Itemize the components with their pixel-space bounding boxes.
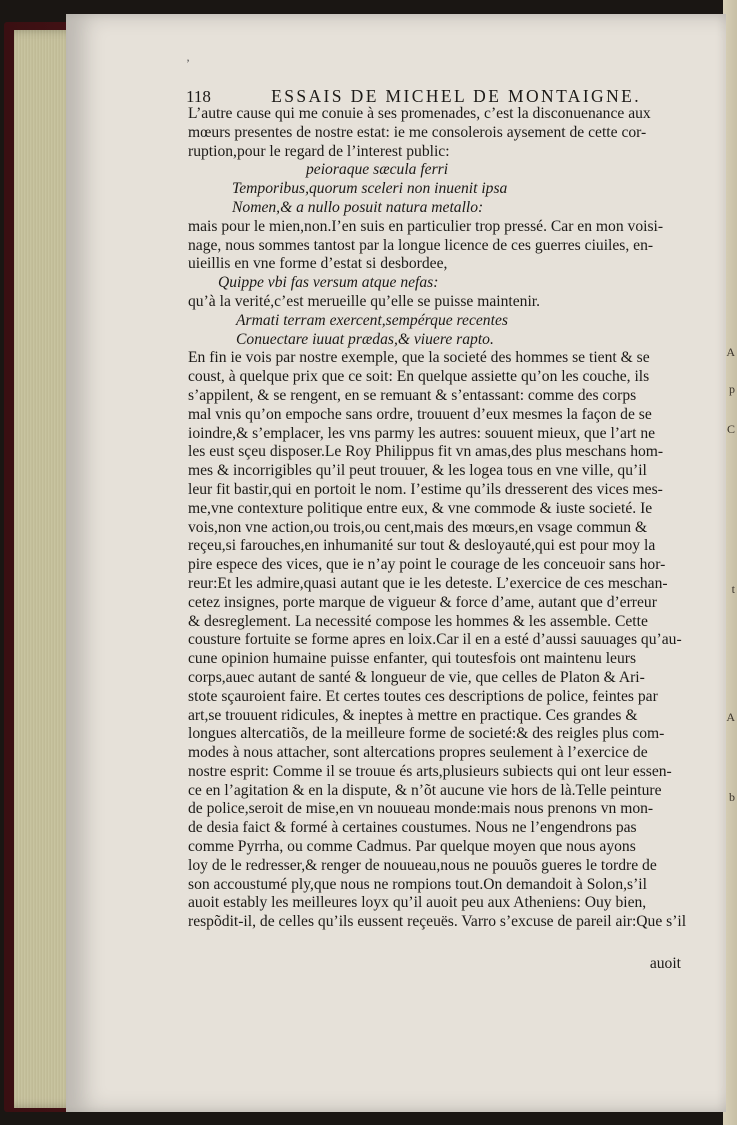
text-line: cune opinion humaine puisse enfanter, qui toutesfois ont maintenu leurs — [188, 650, 637, 668]
text-line: stote sçauroient faire. Et certes toutes ces descriptions de police, feintes par — [188, 687, 658, 705]
text-line: les eust sçeu disposer.Le Roy Philippus fit vn amas,des plus meschans hom- — [188, 443, 664, 461]
text-line: qu’à la verité,c’est merueille qu’elle se puisse maintenir. — [188, 292, 541, 310]
facing-page-glyph: p — [729, 382, 735, 396]
text-line: cousture fortuite se forme apres en loix.Car il en a esté d’aussi sauuages qu’au- — [188, 631, 682, 649]
verse-line: Conuectare iuuat prædas,& viuere rapto. — [236, 330, 494, 348]
text-line: corps,auec autant de santé & longueur de vie, que celles de Platon & Ari- — [188, 668, 645, 686]
verse-line: peioraque sæcula ferri — [306, 161, 449, 179]
page-number: 118 — [186, 87, 211, 106]
verse-line: Armati terram exercent,sempérque recentes — [236, 311, 508, 329]
text-line: de police,seroit de mise,en vn nouueau monde:mais nous prenons vn mon- — [188, 800, 654, 818]
text-line: ioindre,& s’emplacer, les vns parmy les autres: souuent mieux, que l’art ne — [188, 424, 656, 442]
text-line: longues altercatiõs, de la meilleure forme de societé:& des reigles plus com- — [188, 725, 665, 743]
text-line: s’appilent, & se rengent, en se remuant & s’entassant: comme des corps — [188, 386, 637, 404]
text-line: auoit estably les meilleures loyx qu’il auoit peu aux Atheniens: Ouy bien, — [188, 894, 647, 912]
text-line: de desia faict & formé à certaines coustumes. Nous ne l’engendrons pas — [188, 819, 637, 837]
text-line: nostre esprit: Comme il se trouue és arts,plusieurs subiects qui ont leur essen- — [188, 762, 672, 780]
text-line: nage, nous sommes tantost par la longue licence de ces guerres ciuiles, en- — [188, 236, 654, 254]
text-line: coust, à quelque prix que ce soit: En quelque assiette qu’on les couche, ils — [188, 368, 650, 386]
text-line: uieillis en vne forme d’estat si desbordee, — [188, 255, 448, 273]
text-line: & desreglement. La necessité compose les hommes & les assemble. Cette — [188, 612, 648, 630]
text-line: son accoustumé ply,que nous ne rompions tout.On demandoit à Solon,s’il — [188, 875, 647, 893]
facing-page-glyph: A — [726, 710, 735, 724]
text-line: comme Pyrrha, ou comme Cadmus. Par quelque moyen que nous ayons — [188, 838, 636, 856]
running-head — [186, 86, 641, 107]
text-line: me,vne contexture politique entre eux, & vne commode & iuste societé. Ie — [188, 499, 653, 517]
facing-page-glyph: C — [726, 422, 735, 436]
text-line: art,se trouuent ridicules, & ineptes à mettre en practique. Ces grandes & — [188, 706, 638, 724]
text-line: mœurs presentes de nostre estat: ie me consolerois aysement de cette cor- — [188, 123, 647, 141]
text-line: respõdit-il, de celles qu’ils eussent reçeuës. Varro s’excuse de pareil air:Que s’il — [188, 913, 687, 931]
text-line: L’autre cause qui me conuie à ses promenades, c’est la disconuenance aux — [188, 105, 651, 122]
text-line: leur fit bastir,qui en portoit le nom. I’estime qu’ils dresserent des vices mes- — [188, 480, 663, 498]
verse-line: Temporibus,quorum sceleri non inuenit ipsa — [232, 180, 508, 198]
text-line: reçeu,si farouches,en inhumanité sur tout & desloyauté,qui est pour moy la — [188, 537, 656, 555]
text-line: reur:Et les admire,quasi autant que ie les deteste. L’exercice de ces meschan- — [188, 574, 668, 592]
text-line: cetez insignes, porte marque de vigueur & force d’ame, autant que d’erreur — [188, 593, 657, 611]
main-text — [188, 105, 687, 932]
top-mark: ’ — [186, 56, 190, 70]
text-line: ce en l’agitation & en la dispute, & n’õt aucune vie hors de là.Telle peinture — [188, 781, 662, 799]
verse-line: Nomen,& a nullo posuit natura metallo: — [232, 198, 484, 216]
text-line: loy de le redresser,& renger de nouueau,nous ne pouuõs gueres le tordre de — [188, 856, 657, 874]
facing-page-glyph: A — [726, 345, 735, 359]
text-line: En fin ie vois par nostre exemple, que la societé des hommes se tient & se — [188, 349, 650, 367]
text-line: mal vnis qu’on empoche sans ordre, trouuent d’eux mesmes la façon de se — [188, 405, 652, 423]
verse-line: Quippe vbi fas versum atque nefas: — [218, 274, 439, 292]
text-line: mais pour le mien,non.I’en suis en particulier trop pressé. Car en mon voisi- — [188, 217, 664, 235]
facing-page-glyph: t — [731, 582, 735, 596]
text-line: ruption,pour le regard de l’interest public: — [188, 142, 450, 160]
facing-page-glyph: b — [729, 790, 735, 804]
catchword: auoit — [649, 955, 681, 972]
text-line: vois,non vne action,ou trois,ou cent,mais des mœurs,en vsage commun & — [188, 518, 648, 536]
text-line: modes à nous attacher, sont altercations propres seulement à l’exercice de — [188, 744, 648, 762]
text-line: pire espece des vices, que ie n’ay point le courage de les conceuoir sans hor- — [188, 556, 666, 574]
text-line: mes & incorrigibles qu’il peut trouuer, & les logea tous en vne ville, qu’il — [188, 462, 647, 480]
running-title: ESSAIS DE MICHEL DE MONTAIGNE. — [271, 86, 641, 106]
